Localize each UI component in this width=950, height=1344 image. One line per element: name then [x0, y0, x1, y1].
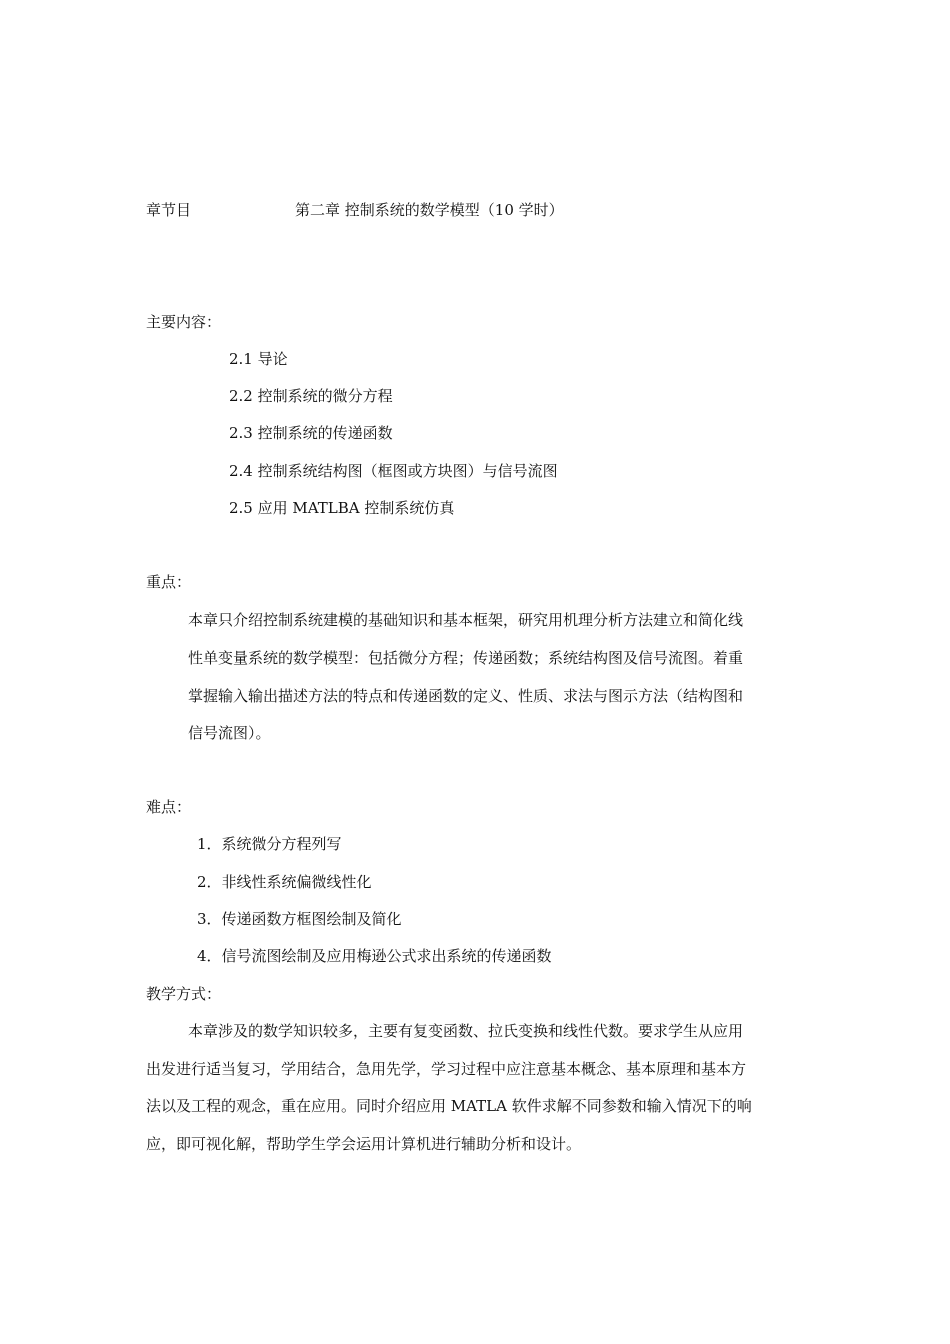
content-item: 2.5 应用 MATLBA 控制系统仿真 — [229, 499, 455, 517]
key-points-line: 本章只介绍控制系统建模的基础知识和基本框架，研究用机理分析方法建立和简化线 — [188, 611, 744, 629]
teaching-method-line: 本章涉及的数学知识较多，主要有复变函数、拉氏变换和线性代数。要求学生从应用 — [188, 1022, 744, 1040]
difficulties-heading: 难点： — [146, 798, 192, 816]
difficulty-item: 1．系统微分方程列写 — [197, 835, 342, 853]
key-points-line: 信号流图）。 — [188, 724, 271, 742]
difficulty-item: 2．非线性系统偏微线性化 — [197, 873, 372, 891]
difficulty-item: 4．信号流图绘制及应用梅逊公式求出系统的传递函数 — [197, 947, 552, 965]
key-points-line: 掌握输入输出描述方法的特点和传递函数的定义、性质、求法与图示方法（结构图和 — [188, 687, 744, 705]
content-item: 2.3 控制系统的传递函数 — [229, 424, 393, 442]
teaching-method-heading: 教学方式： — [146, 985, 222, 1003]
teaching-method-line: 应，即可视化解，帮助学生学会运用计算机进行辅助分析和设计。 — [146, 1135, 582, 1153]
key-points-heading: 重点： — [146, 573, 192, 591]
content-item: 2.2 控制系统的微分方程 — [229, 387, 393, 405]
chapter-title: 第二章 控制系统的数学模型（10 学时） — [295, 201, 564, 219]
content-item: 2.1 导论 — [229, 350, 288, 368]
teaching-method-line: 法以及工程的观念，重在应用。同时介绍应用 MATLA 软件求解不同参数和输入情况下的响 — [146, 1097, 752, 1115]
difficulty-item: 3．传递函数方框图绘制及简化 — [197, 910, 402, 928]
teaching-method-line: 出发进行适当复习，学用结合，急用先学，学习过程中应注意基本概念、基本原理和基本方 — [146, 1060, 747, 1078]
chapter-label: 章节目 — [146, 201, 192, 219]
key-points-line: 性单变量系统的数学模型：包括微分方程；传递函数；系统结构图及信号流图。着重 — [188, 649, 744, 667]
content-item: 2.4 控制系统结构图（框图或方块图）与信号流图 — [229, 462, 558, 480]
main-content-heading: 主要内容： — [146, 313, 222, 331]
